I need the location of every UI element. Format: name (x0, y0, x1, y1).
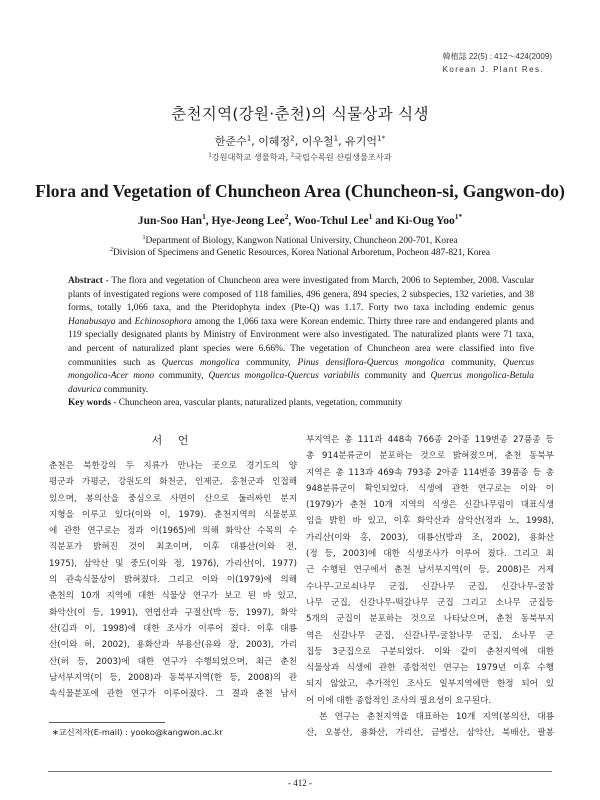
text-line: 본 연구는 춘천지역을 대표하는 10개 지역(봉의산, 대룡 (306, 712, 554, 723)
text-line: 1975), 삼악산 및 중도(이와 정, 1976), 가리산(이, 1977) (49, 558, 297, 569)
abstract-text: community. (101, 384, 149, 395)
text-line: 5개의 군집이 분포하는 것으로 나타났으며, 춘천 동북부지 (306, 614, 554, 625)
author-name: 한준수 (214, 135, 247, 148)
text-line: 산(김과 이, 1998)에 대한 조사가 이루어 졌다. 이후 대룡 (49, 623, 297, 634)
text-line: 산(이와 허, 2002), 용화산과 부용산(유와 장, 2003), 가리 (49, 640, 297, 651)
abstract-text: and (115, 316, 135, 327)
species-name: Pinus densiflora-Quercus mongolica (297, 357, 445, 368)
keywords-text: - Chuncheon area, vascular plants, naturalized plants, vegetation, community (110, 398, 403, 408)
author-affiliation-mark: 1 (246, 133, 252, 143)
abstract-text: community, (154, 371, 209, 382)
text-line: 총 914분류군이 분포하는 것으로 밝혀졌으며, 춘천 동북부 (306, 451, 554, 462)
author-affiliation-mark: 2 (290, 133, 295, 143)
text-line: 수나무-고로쇠나무 군집, 신갈나무 군집, 신갈나무-굴참 (306, 581, 554, 592)
text-line: 평군과 가평군, 강원도의 화천군, 인제군, 홍천군과 인접해 (49, 477, 297, 488)
species-name: Quercus mongolica-Betula davurica (68, 371, 534, 395)
text-line: 산(허 등, 2003)에 대한 연구가 수행되었으며, 최근 춘천 (49, 656, 297, 667)
text-line: 역은 신갈나무 군집, 신갈나무-굴참나무 군집, 소나무 군 (306, 630, 554, 641)
abstract-text: among the 1,066 taxa were Korean endemic. Thirty three rare and endangered plants and 119 specially designated plants by Ministry of Environment were also investigated. The naturalized plants were 71 taxa, and percent of naturalized plant species were 6.66%. The vegetation of Chuncheon area were classified into five communities such as (68, 316, 534, 368)
abstract-label: Abstract (68, 276, 103, 286)
page-number: - 412 - (288, 778, 312, 788)
english-affiliation (0, 235, 600, 259)
author-affiliation-mark: 1* (454, 212, 463, 222)
text-line: 부지역은 총 111과 448속 766종 2아종 119변종 27품종 등 (306, 435, 554, 445)
affiliation-line (0, 235, 600, 247)
abstract-text: community and (359, 371, 431, 382)
journal-header (443, 50, 552, 76)
author-name: 이혜정 (258, 135, 291, 148)
text-line: 지역은 총 113과 469속 793종 2아종 114변종 39품종 등 총 (306, 467, 554, 478)
text-line: 춘천의 10개 지역에 대한 식물상 연구가 보고 된 바 있고, (49, 591, 297, 602)
abstract-body (68, 276, 534, 395)
text-line: (정 등, 2003)에 대한 식생조사가 이루어 졌다. 그리고 최 (306, 549, 554, 560)
author-affiliation-mark: 1* (377, 133, 386, 143)
text-line: 식물상과 식생에 관한 종합적인 연구는 1979년 이후 수행 (306, 663, 554, 674)
affiliation-mark: 2 (109, 246, 114, 253)
species-name: Hanabusaya (68, 316, 116, 327)
author-affiliation-mark: 2 (284, 212, 289, 222)
journal-citation: 韓植誌 22(5) : 412～424(2009) (442, 52, 552, 61)
author-name: 유기억 (345, 135, 378, 148)
right-column-text (306, 432, 554, 742)
korean-affiliation (0, 152, 600, 163)
affiliation-line (0, 247, 600, 259)
korean-authors: 한준수$^1$, 이혜정$^2$, 이우철$^1$, 유기억$^{1*}$ (214, 133, 386, 148)
species-name: Quercus mongolica-Quercus variabilis (208, 371, 360, 382)
text-line: 되지 않았고, 추가적인 조사도 일부지역에만 한정 되어 있 (306, 679, 554, 690)
abstract (68, 275, 534, 397)
author-name: Jun-Soo Han (137, 215, 203, 227)
affiliation-text: 국립수목원 산림생물조사과 (294, 152, 392, 162)
english-authors: Jun-Soo Han$^1$, Hye-Jeong Lee$^2$, Woo-Tchul Lee$^1$ and Ki-Oug Yoo$^{1*}$ (137, 212, 463, 227)
text-line: 있으며, 봉의산을 중심으로 사면이 산으로 둘러싸인 분지 (49, 493, 297, 504)
text-line: 에 관한 연구로는 정과 이(1965)에 의해 화악산 수목의 수 (49, 526, 297, 537)
text-line: (1979)가 춘천 10개 지역의 식생은 신갈나무림이 대표식생 (306, 500, 554, 511)
author-affiliation-mark: 1 (333, 133, 339, 143)
section-heading-introduction: 서 언 (151, 434, 195, 447)
abstract-text: community, (239, 357, 298, 368)
abstract-text: - The flora and vegetation of Chuncheon area were investigated from March, 2006 to September, 2008. Vascular plants of investigated regions were composed of 118 families, 496 genera, 894 species, 2 subspecies, 132 varieties, and 38 forms, totally 1,066 taxa, and the Pteridophyta index (Pte-Q) was 1.17. Forty two taxa including endemic genus (68, 276, 534, 314)
affiliation-mark: 1 (142, 234, 146, 241)
text-line: 화악산(이 등, 1991), 연엽산과 구절산(박 등, 1997), 화악 (49, 607, 297, 618)
keywords-label: Key words (68, 398, 111, 408)
text-line: 춘천은 북한강의 두 지류가 만나는 곳으로 경기도의 양 (49, 461, 297, 471)
text-line: 의 관속식물상이 밝혀졌다. 그리고 이와 이(1979)에 의해 (49, 575, 297, 586)
text-line: 지형을 이루고 있다(이와 이, 1979). 춘천지역의 식물분포 (49, 509, 297, 520)
species-name: Quercus mongolica-Acer mono (68, 357, 534, 382)
author-name: Hye-Jeong Lee (211, 215, 285, 227)
author-affiliation-mark: 1 (368, 212, 373, 222)
text-line: 임을 밝힌 바 있고, 이후 화악산과 삼악산(정과 노, 1998), (306, 516, 554, 527)
author-name: 이우철 (301, 135, 334, 148)
corresponding-author-footnote: ∗교신저자(E-mail) : yooko@kangwon.ac.kr (52, 727, 223, 737)
text-line: 어 이에 대한 종합적인 조사의 필요성이 요구된다. (306, 695, 492, 706)
author-name: Ki-Oug Yoo (396, 215, 455, 227)
text-line: 나무 군집, 신갈나무-떡갈나무 군집 그리고 소나무 군집등 (306, 597, 554, 608)
affiliation-mark: 1 (208, 152, 212, 159)
abstract-text: community, (444, 357, 503, 368)
text-line: 948분류군이 확인되었다. 식생에 관한 연구로는 이와 이 (306, 483, 554, 494)
affiliation-text: 강원대학교 생물학과, (211, 152, 291, 162)
text-line: 속식물분포에 관한 연구가 이루어졌다. 그 결과 춘천 남서 (49, 689, 297, 700)
affiliation-text: Department of Biology, Kangwon National University, Chuncheon 200-701, Korea (145, 236, 458, 246)
affiliation-text: Division of Specimens and Genetic Resources, Korea National Arboretum, Pocheon 487-821, Korea (113, 248, 491, 258)
text-line: 직분포가 밝혀진 것이 최초이며, 이후 대룡산(이와 전, (49, 542, 297, 553)
affiliation-mark: 2 (290, 152, 295, 159)
text-line: 산, 오봉산, 용화산, 가리산, 금병산, 삼악산, 북배산, 팔봉 (306, 728, 554, 739)
left-column-text (49, 458, 297, 702)
english-title: Flora and Vegetation of Chuncheon Area (Chuncheon-si, Gangwon-do) (35, 181, 565, 201)
text-line: 근 수행된 연구에서 춘천 남서부지역(이 등, 2008)은 거제 (306, 565, 554, 576)
text-line: 가리산(이와 홍, 2003), 대룡산(방과 조, 2002), 용화산 (306, 532, 554, 543)
species-name: Echinosophora (134, 316, 192, 327)
text-line: 남서부지역(이 등, 2008)과 동북부지역(한 등, 2008)의 관 (49, 672, 297, 683)
author-name: Woo-Tchul Lee (293, 215, 369, 227)
journal-name: Korean J. Plant Res. (442, 65, 544, 74)
species-name: Quercus mongolica (161, 357, 240, 368)
footnote-divider (49, 722, 165, 723)
page-bottom-divider (48, 771, 552, 772)
author-affiliation-mark: 1 (202, 212, 206, 222)
keywords (68, 398, 534, 408)
korean-title: 춘천지역(강원·춘천)의 식물상과 식생 (171, 105, 429, 123)
text-line: 집등 3군집으로 구분되었다. 이와 같이 춘천지역에 대한 (306, 646, 554, 657)
